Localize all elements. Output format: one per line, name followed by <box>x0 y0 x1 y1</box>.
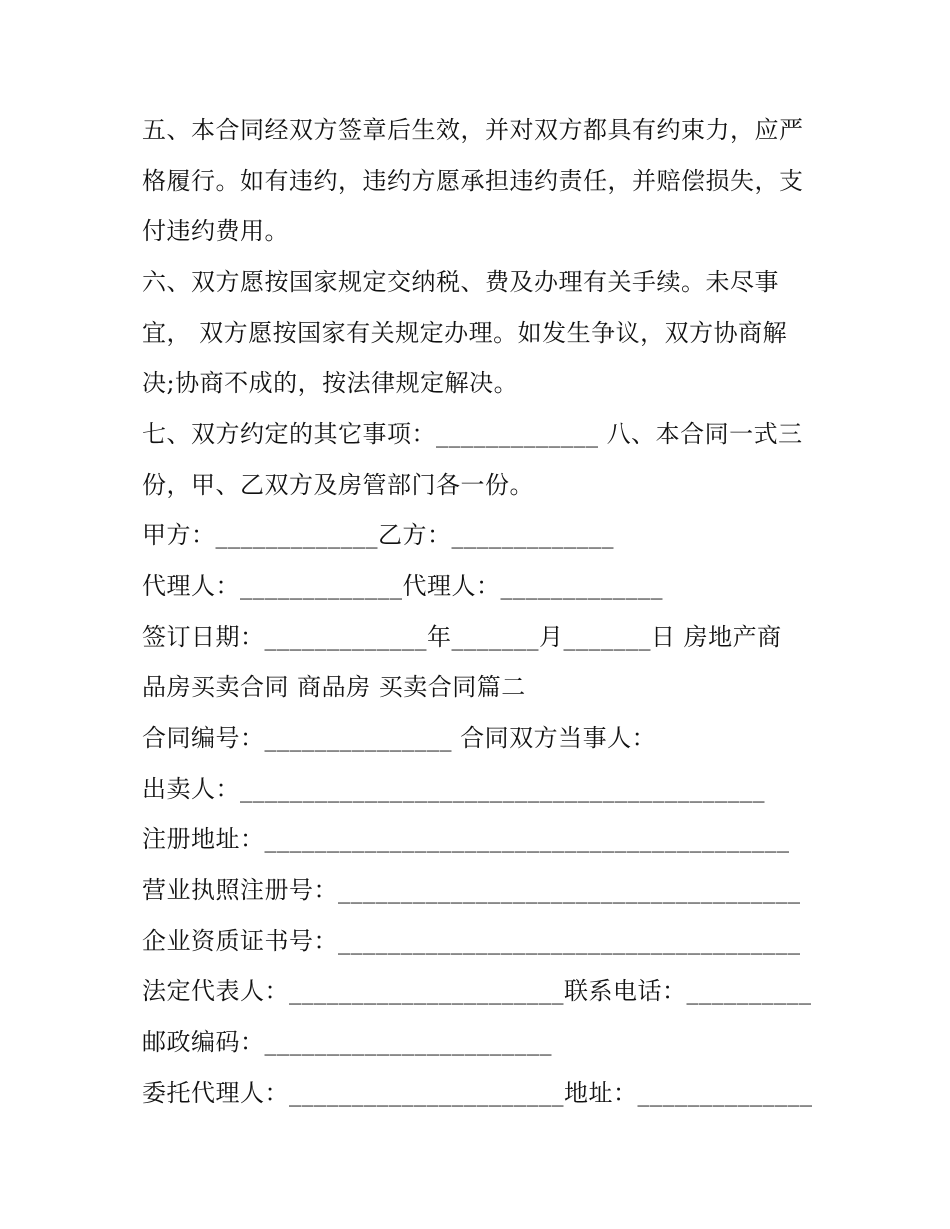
license-line: 营业执照注册号：_____________________________________ <box>142 876 801 904</box>
agent-address-line: 委托代理人：______________________地址：______________ <box>142 1079 813 1107</box>
postcode-line: 邮政编码：_______________________ <box>142 1028 552 1056</box>
date-line: 签订日期：_____________年_______月_______日 房地产商 <box>142 623 782 651</box>
section-title-line: 品房买卖合同 商品房 买卖合同篇二 <box>142 673 526 701</box>
address-line: 注册地址：__________________________________________ <box>142 825 790 853</box>
text-line: 格履行。如有违约，违约方愿承担违约责任，并赔偿损失，支 <box>142 167 804 195</box>
seller-line: 出卖人：__________________________________________ <box>142 775 765 803</box>
text-line: 份，甲、乙双方及房管部门各一份。 <box>142 471 534 499</box>
text-line: 七、双方约定的其它事项：_____________ 八、本合同一式三 <box>142 420 803 448</box>
representative-line: 法定代表人：______________________联系电话：__________ <box>142 977 812 1005</box>
signature-line: 甲方：_____________乙方：_____________ <box>142 521 614 549</box>
qualification-line: 企业资质证书号：_____________________________________ <box>142 927 801 955</box>
text-line: 五、本合同经双方签章后生效，并对双方都具有约束力，应严 <box>142 116 804 144</box>
text-line: 六、双方愿按国家规定交纳税、费及办理有关手续。未尽事 <box>142 268 779 296</box>
text-line: 付违约费用。 <box>142 217 289 245</box>
agent-line: 代理人：_____________代理人：_____________ <box>142 572 663 600</box>
text-line: 决;协商不成的，按法律规定解决。 <box>142 369 519 397</box>
text-line: 宜， 双方愿按国家有关规定办理。如发生争议，双方协商解 <box>142 319 788 347</box>
contract-number-line: 合同编号：_______________ 合同双方当事人： <box>142 724 657 752</box>
